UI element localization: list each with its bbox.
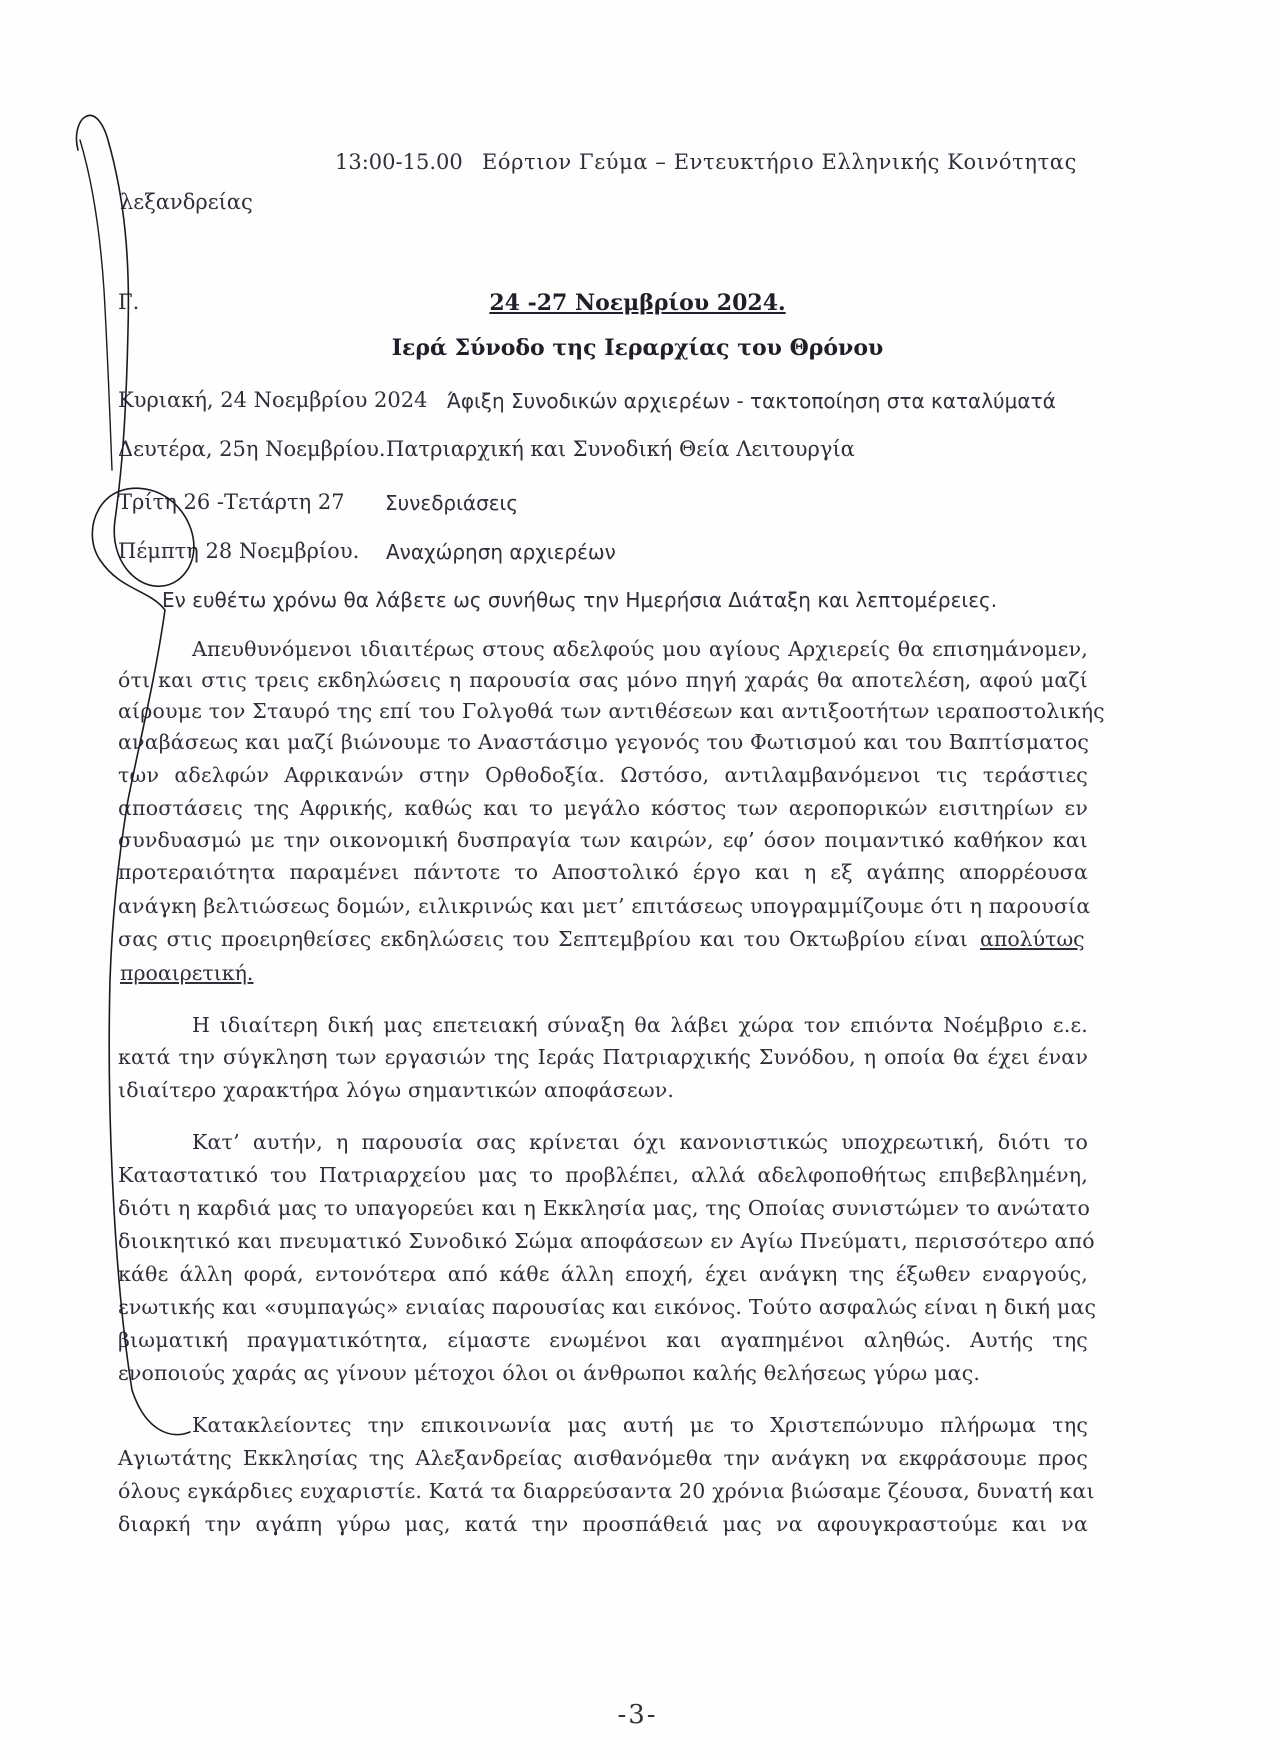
underlined-text: απολύτως — [980, 927, 1085, 951]
paragraph-line: ενοποιούς χαράς ας γίνουν μέτοχοι όλοι οι άνθρωποι καλής θελήσεως γύρω μας. — [118, 1361, 981, 1385]
paragraph-line: Η ιδιαίτερη δική μας επετειακή σύναξη θα λάβει χώρα τον επιόντα Νοέμβριο ε.ε. — [192, 1013, 1088, 1037]
schedule-day: Κυριακή, 24 Νοεμβρίου 2024 — [118, 388, 428, 412]
paragraph-line: αίρουμε τον Σταυρό της επί του Γολγοθά των αντιθέσεων και αντιξοοτήτων ιεραποστολικής — [118, 699, 1105, 723]
page-number: -3- — [617, 1700, 658, 1730]
paragraph-line: Αγιωτάτης Εκκλησίας της Αλεξανδρείας αισθανόμεθα την ανάγκη να εκφράσουμε προς — [118, 1446, 1088, 1470]
section-letter: Γ. — [118, 290, 140, 314]
schedule-day: Πέμπτη 28 Νοεμβρίου. — [118, 539, 360, 563]
schedule-desc: Πατριαρχική και Συνοδική Θεία Λειτουργία — [386, 437, 855, 461]
event-title-continuation: λεξανδρείας — [120, 190, 253, 214]
event-time: 13:00-15.00 — [335, 150, 463, 174]
section-dates: 24 -27 Νοεμβρίου 2024. — [489, 290, 786, 316]
paragraph-line: διοικητικό και πνευματικό Συνοδικό Σώμα αποφάσεων εν Αγίω Πνεύματι, περισσότερο από — [118, 1229, 1095, 1253]
section-title: Ιερά Σύνοδο της Ιεραρχίας του Θρόνου — [391, 335, 884, 361]
underlined-text: προαιρετική. — [120, 961, 254, 985]
paragraph-line: Κατ’ αυτήν, η παρουσία σας κρίνεται όχι κανονιστικώς υποχρεωτική, διότι το — [192, 1130, 1088, 1154]
schedule-day: Δευτέρα, 25η Νοεμβρίου. — [118, 437, 386, 461]
schedule-desc: Αναχώρηση αρχιερέων — [386, 540, 616, 564]
paragraph-line: ιδιαίτερο χαρακτήρα λόγω σημαντικών αποφάσεων. — [118, 1078, 675, 1102]
paragraph-line: αναβάσεως και μαζί βιώνουμε το Αναστάσιμο γεγονός του Φωτισμού και του Βαπτίσματος — [118, 730, 1090, 754]
paragraph-line: διότι η καρδιά μας το υπαγορεύει και η Εκκλησία μας, της Οποίας συνιστώμεν το ανώτατο — [118, 1196, 1090, 1220]
paragraph-line: προτεραιότητα παραμένει πάντοτε το Αποστολικό έργο και η εξ αγάπης απορρέουσα — [118, 860, 1088, 884]
paragraph-line: όλους εγκάρδιες ευχαριστίε. Κατά τα διαρρεύσαντα 20 χρόνια βιώσαμε ζέουσα, δυνατή και — [118, 1479, 1095, 1503]
paragraph-line: κατά την σύγκληση των εργασιών της Ιεράς Πατριαρχικής Συνόδου, η οποία θα έχει έναν — [118, 1045, 1088, 1069]
note-line: Εν ευθέτω χρόνω θα λάβετε ως συνήθως την Ημερήσια Διάταξη και λεπτομέρειες. — [162, 588, 998, 612]
paragraph-line: Καταστατικό του Πατριαρχείου μας το προβλέπει, αλλά αδελφοποθήτως επιβεβλημένη, — [118, 1163, 1088, 1187]
paragraph-line: βιωματική πραγματικότητα, είμαστε ενωμένοι και αγαπημένοι αληθώς. Αυτής της — [118, 1328, 1088, 1352]
event-title: Εόρτιον Γεύμα – Εντευκτήριο Ελληνικής Κοινότητας — [482, 150, 1077, 174]
paragraph-line: ενωτικής και «συμπαγώς» ενιαίας παρουσίας και εικόνος. Τούτο ασφαλώς είναι η δική μας — [118, 1295, 1097, 1319]
paragraph-line: συνδυασμώ με την οικονομική δυσπραγία των καιρών, εφ’ όσον ποιμαντικό καθήκον και — [118, 828, 1088, 852]
paragraph-line: ανάγκη βελτιώσεως δομών, ειλικρινώς και μετ’ επιτάσεως υπογραμμίζουμε ότι η παρουσία — [118, 894, 1091, 918]
paragraph-line: των αδελφών Αφρικανών στην Ορθοδοξία. Ωστόσο, αντιλαμβανόμενοι τις τεράστιες — [118, 763, 1088, 787]
schedule-day: Τρίτη 26 -Τετάρτη 27 — [118, 490, 345, 514]
paragraph-line: διαρκή την αγάπη γύρω μας, κατά την προσπάθειά μας να αφουγκραστούμε και να — [118, 1512, 1088, 1536]
schedule-desc: Συνεδριάσεις — [385, 491, 519, 515]
paragraph-line: Απευθυνόμενοι ιδιαιτέρως στους αδελφούς μου αγίους Αρχιερείς θα επισημάνομεν, — [192, 637, 1088, 661]
paragraph-line: ότι και στις τρεις εκδηλώσεις η παρουσία σας μόνο πηγή χαράς θα αποτελέση, αφού μαζί — [118, 668, 1088, 692]
schedule-desc: Άφιξη Συνοδικών αρχιερέων - τακτοποίηση στα καταλύματά — [447, 389, 1056, 413]
paragraph-line: Κατακλείοντες την επικοινωνία μας αυτή με το Χριστεπώνυμο πλήρωμα της — [192, 1413, 1088, 1437]
paragraph-line: σας στις προειρηθείσες εκδηλώσεις του Σεπτεμβρίου και του Οκτωβρίου είναι — [118, 927, 968, 951]
paragraph-line: κάθε άλλη φορά, εντονότερα από κάθε άλλη εποχή, έχει ανάγκη της έξωθεν εναργούς, — [118, 1262, 1088, 1286]
paragraph-line: αποστάσεις της Αφρικής, καθώς και το μεγάλο κόστος των αεροπορικών εισιτηρίων εν — [118, 796, 1088, 820]
